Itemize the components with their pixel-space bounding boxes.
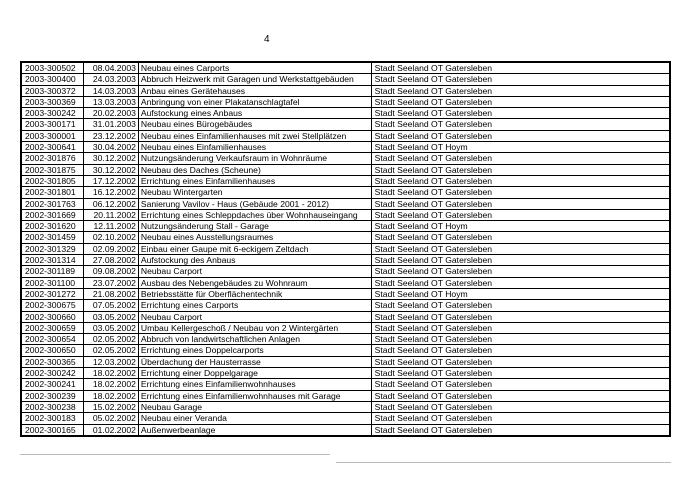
table-row <box>21 187 670 198</box>
permit-location-cell: Stadt Seeland OT Gatersleben <box>371 311 670 322</box>
permit-description-cell: Nutzungsänderung Verkaufsraum in Wohnräume <box>138 153 371 164</box>
permit-description-cell: Neubau Carport <box>138 266 371 277</box>
permit-description-cell: Errichtung eines Einfamilienhauses <box>138 175 371 186</box>
table-row <box>21 277 670 288</box>
permit-date-cell: 02.05.2002 <box>84 345 138 356</box>
permit-date-cell: 12.03.2002 <box>84 356 138 367</box>
table-row <box>21 164 670 175</box>
permit-description-cell: Abbruch von landwirtschaftlichen Anlagen <box>138 334 371 345</box>
permit-location-cell: Stadt Seeland OT Gatersleben <box>371 96 670 107</box>
permit-date-cell: 20.11.2002 <box>84 209 138 220</box>
permit-date-cell: 23.07.2002 <box>84 277 138 288</box>
permit-date-cell: 09.08.2002 <box>84 266 138 277</box>
table-row <box>21 356 670 367</box>
permit-date-cell: 02.10.2002 <box>84 232 138 243</box>
table-row <box>21 266 670 277</box>
permit-description-cell: Neubau des Daches (Scheune) <box>138 164 371 175</box>
permit-description-cell: Neubau eines Einfamilienhauses <box>138 142 371 153</box>
table-row <box>21 232 670 243</box>
permit-number-cell: 2002-300654 <box>21 334 84 345</box>
permit-description-cell: Sanierung Vavilov - Haus (Gebäude 2001 - 2012) <box>138 198 371 209</box>
permit-number-cell: 2002-300641 <box>21 142 84 153</box>
permit-date-cell: 18.02.2002 <box>84 379 138 390</box>
permit-description-cell: Errichtung eines Einfamilienwohnhauses <box>138 379 371 390</box>
table-row <box>21 209 670 220</box>
bottom-rule-left <box>20 454 330 455</box>
permit-number-cell: 2002-301314 <box>21 255 84 266</box>
permit-number-cell: 2003-300372 <box>21 85 84 96</box>
page-number: 4 <box>264 34 270 45</box>
permit-description-cell: Außenwerbeanlage <box>138 424 371 436</box>
permit-description-cell: Anbau eines Gerätehauses <box>138 85 371 96</box>
permit-date-cell: 02.05.2002 <box>84 334 138 345</box>
permit-description-cell: Neubau Carport <box>138 311 371 322</box>
table-row <box>21 345 670 356</box>
permit-number-cell: 2002-300242 <box>21 368 84 379</box>
permit-number-cell: 2002-301459 <box>21 232 84 243</box>
permit-number-cell: 2003-300369 <box>21 96 84 107</box>
permit-number-cell: 2002-301875 <box>21 164 84 175</box>
table-row <box>21 108 670 119</box>
permit-location-cell: Stadt Seeland OT Gatersleben <box>371 300 670 311</box>
table-row <box>21 300 670 311</box>
table-row <box>21 142 670 153</box>
table-row <box>21 334 670 345</box>
table-row <box>21 288 670 299</box>
permit-number-cell: 2002-301189 <box>21 266 84 277</box>
permit-date-cell: 07.05.2002 <box>84 300 138 311</box>
permit-description-cell: Errichtung eines Carports <box>138 300 371 311</box>
permit-location-cell: Stadt Seeland OT Gatersleben <box>371 187 670 198</box>
permit-location-cell: Stadt Seeland OT Gatersleben <box>371 413 670 424</box>
permit-date-cell: 01.02.2002 <box>84 424 138 436</box>
permit-number-cell: 2002-301100 <box>21 277 84 288</box>
permit-date-cell: 16.12.2002 <box>84 187 138 198</box>
permit-description-cell: Neubau Wintergarten <box>138 187 371 198</box>
permit-location-cell: Stadt Seeland OT Gatersleben <box>371 277 670 288</box>
permit-description-cell: Neubau Garage <box>138 401 371 412</box>
table-row <box>21 379 670 390</box>
permit-location-cell: Stadt Seeland OT Gatersleben <box>371 334 670 345</box>
permit-date-cell: 18.02.2002 <box>84 368 138 379</box>
permit-description-cell: Ausbau des Nebengebäudes zu Wohnraum <box>138 277 371 288</box>
permit-date-cell: 08.04.2003 <box>84 62 138 74</box>
permit-date-cell: 27.08.2002 <box>84 255 138 266</box>
table-row <box>21 368 670 379</box>
permit-location-cell: Stadt Seeland OT Gatersleben <box>371 368 670 379</box>
permit-number-cell: 2002-300241 <box>21 379 84 390</box>
permit-number-cell: 2003-300171 <box>21 119 84 130</box>
table-row <box>21 153 670 164</box>
permit-description-cell: Aufstockung eines Anbaus <box>138 108 371 119</box>
permit-date-cell: 30.04.2002 <box>84 142 138 153</box>
table-row <box>21 130 670 141</box>
permit-description-cell: Aufstockung des Anbaus <box>138 255 371 266</box>
table-row <box>21 85 670 96</box>
permit-number-cell: 2002-301763 <box>21 198 84 209</box>
permit-number-cell: 2003-300001 <box>21 130 84 141</box>
permit-location-cell: Stadt Seeland OT Gatersleben <box>371 62 670 74</box>
permit-date-cell: 23.12.2002 <box>84 130 138 141</box>
table-row <box>21 74 670 85</box>
permit-location-cell: Stadt Seeland OT Gatersleben <box>371 164 670 175</box>
permit-location-cell: Stadt Seeland OT Gatersleben <box>371 424 670 436</box>
permit-date-cell: 03.05.2002 <box>84 311 138 322</box>
permit-location-cell: Stadt Seeland OT Gatersleben <box>371 390 670 401</box>
permit-table <box>20 61 671 437</box>
table-row <box>21 243 670 254</box>
permit-location-cell: Stadt Seeland OT Gatersleben <box>371 153 670 164</box>
permit-location-cell: Stadt Seeland OT Gatersleben <box>371 198 670 209</box>
permit-location-cell: Stadt Seeland OT Gatersleben <box>371 108 670 119</box>
permit-date-cell: 18.02.2002 <box>84 390 138 401</box>
permit-date-cell: 06.12.2002 <box>84 198 138 209</box>
table-row <box>21 322 670 333</box>
permit-location-cell: Stadt Seeland OT Gatersleben <box>371 322 670 333</box>
permit-description-cell: Neubau einer Veranda <box>138 413 371 424</box>
permit-location-cell: Stadt Seeland OT Gatersleben <box>371 209 670 220</box>
table-row <box>21 119 670 130</box>
permit-number-cell: 2002-300659 <box>21 322 84 333</box>
permit-date-cell: 14.03.2003 <box>84 85 138 96</box>
permit-number-cell: 2002-301801 <box>21 187 84 198</box>
permit-number-cell: 2002-301620 <box>21 221 84 232</box>
table-row <box>21 198 670 209</box>
permit-number-cell: 2002-301669 <box>21 209 84 220</box>
permit-description-cell: Überdachung der Hausterrasse <box>138 356 371 367</box>
permit-date-cell: 21.08.2002 <box>84 288 138 299</box>
permit-description-cell: Einbau einer Gaupe mit 6-eckigem Zeltdach <box>138 243 371 254</box>
permit-date-cell: 02.09.2002 <box>84 243 138 254</box>
permit-description-cell: Anbringung von einer Plakatanschlagtafel <box>138 96 371 107</box>
permit-location-cell: Stadt Seeland OT Gatersleben <box>371 255 670 266</box>
permit-date-cell: 17.12.2002 <box>84 175 138 186</box>
permit-location-cell: Stadt Seeland OT Hoym <box>371 142 670 153</box>
table-row <box>21 424 670 436</box>
permit-date-cell: 30.12.2002 <box>84 153 138 164</box>
table-row <box>21 255 670 266</box>
table-row <box>21 175 670 186</box>
permit-number-cell: 2002-301329 <box>21 243 84 254</box>
bottom-rule-right <box>336 462 671 463</box>
permit-number-cell: 2002-300675 <box>21 300 84 311</box>
permit-location-cell: Stadt Seeland OT Gatersleben <box>371 175 670 186</box>
permit-number-cell: 2003-300400 <box>21 74 84 85</box>
permit-description-cell: Neubau eines Carports <box>138 62 371 74</box>
permit-number-cell: 2002-300239 <box>21 390 84 401</box>
permit-date-cell: 24.03.2003 <box>84 74 138 85</box>
permit-description-cell: Neubau eines Bürogebäudes <box>138 119 371 130</box>
permit-number-cell: 2002-300660 <box>21 311 84 322</box>
permit-number-cell: 2002-300365 <box>21 356 84 367</box>
permit-description-cell: Errichtung eines Einfamilienwohnhauses mit Garage <box>138 390 371 401</box>
permit-date-cell: 15.02.2002 <box>84 401 138 412</box>
permit-number-cell: 2002-300165 <box>21 424 84 436</box>
permit-number-cell: 2002-301805 <box>21 175 84 186</box>
permit-description-cell: Betriebsstätte für Oberflächentechnik <box>138 288 371 299</box>
permit-description-cell: Errichtung eines Schleppdaches über Wohnhauseingang <box>138 209 371 220</box>
permit-description-cell: Neubau eines Einfamilienhauses mit zwei Stellplätzen <box>138 130 371 141</box>
permit-number-cell: 2002-300650 <box>21 345 84 356</box>
permit-date-cell: 20.02.2003 <box>84 108 138 119</box>
permit-date-cell: 30.12.2002 <box>84 164 138 175</box>
table-row <box>21 311 670 322</box>
permit-location-cell: Stadt Seeland OT Gatersleben <box>371 130 670 141</box>
permit-location-cell: Stadt Seeland OT Gatersleben <box>371 243 670 254</box>
permit-number-cell: 2002-300238 <box>21 401 84 412</box>
permit-location-cell: Stadt Seeland OT Gatersleben <box>371 119 670 130</box>
permit-number-cell: 2002-301272 <box>21 288 84 299</box>
table-row <box>21 62 670 74</box>
permit-description-cell: Nutzungsänderung Stall - Garage <box>138 221 371 232</box>
permit-location-cell: Stadt Seeland OT Gatersleben <box>371 85 670 96</box>
permit-location-cell: Stadt Seeland OT Gatersleben <box>371 74 670 85</box>
permit-location-cell: Stadt Seeland OT Gatersleben <box>371 379 670 390</box>
table-row <box>21 413 670 424</box>
permit-description-cell: Umbau Kellergeschoß / Neubau von 2 Wintergärten <box>138 322 371 333</box>
permit-date-cell: 05.02.2002 <box>84 413 138 424</box>
table-row <box>21 390 670 401</box>
permit-location-cell: Stadt Seeland OT Hoym <box>371 288 670 299</box>
permit-number-cell: 2003-300502 <box>21 62 84 74</box>
permit-date-cell: 13.03.2003 <box>84 96 138 107</box>
permit-description-cell: Errichtung eines Doppelcarports <box>138 345 371 356</box>
table-row <box>21 96 670 107</box>
permit-date-cell: 12.11.2002 <box>84 221 138 232</box>
permit-location-cell: Stadt Seeland OT Gatersleben <box>371 345 670 356</box>
permit-location-cell: Stadt Seeland OT Gatersleben <box>371 232 670 243</box>
permit-location-cell: Stadt Seeland OT Gatersleben <box>371 266 670 277</box>
permit-table-body <box>21 62 670 436</box>
permit-location-cell: Stadt Seeland OT Gatersleben <box>371 401 670 412</box>
permit-number-cell: 2003-300242 <box>21 108 84 119</box>
permit-number-cell: 2002-301876 <box>21 153 84 164</box>
permit-number-cell: 2002-300183 <box>21 413 84 424</box>
permit-description-cell: Errichtung einer Doppelgarage <box>138 368 371 379</box>
permit-location-cell: Stadt Seeland OT Gatersleben <box>371 356 670 367</box>
permit-description-cell: Neubau eines Ausstellungsraumes <box>138 232 371 243</box>
table-row <box>21 401 670 412</box>
permit-date-cell: 31.01.2003 <box>84 119 138 130</box>
table-row <box>21 221 670 232</box>
permit-location-cell: Stadt Seeland OT Hoym <box>371 221 670 232</box>
permit-date-cell: 03.05.2002 <box>84 322 138 333</box>
permit-description-cell: Abbruch Heizwerk mit Garagen und Werkstattgebäuden <box>138 74 371 85</box>
